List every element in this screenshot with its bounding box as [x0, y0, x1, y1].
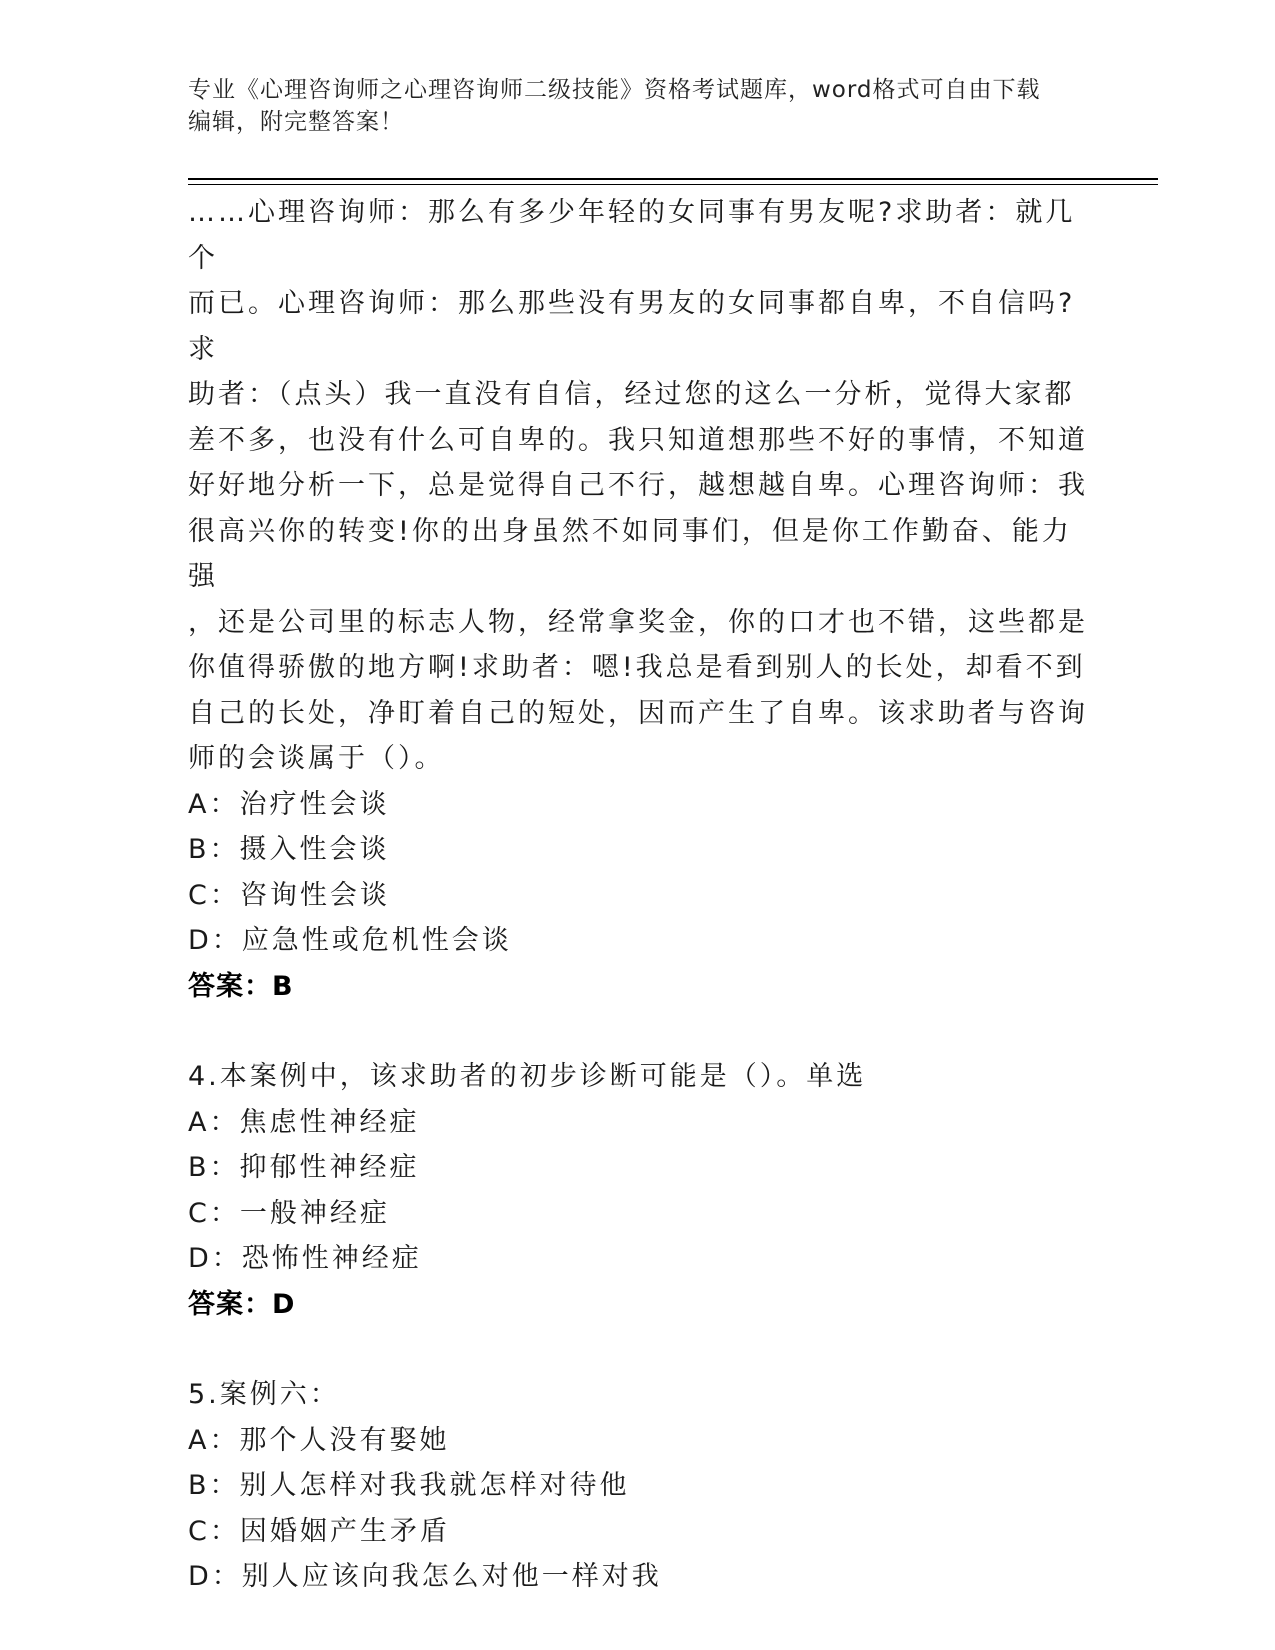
option-b: B：摄入性会谈 — [188, 834, 390, 865]
stem-line: 好好地分析一下，总是觉得自己不行，越想越自卑。心理咨询师：我 — [188, 470, 1088, 501]
question-5 — [188, 1372, 1088, 1600]
answer-line: 答案：B — [188, 970, 294, 1002]
stem-line: 你值得骄傲的地方啊!求助者：嗯!我总是看到别人的长处，却看不到 — [188, 652, 1086, 683]
answer-line: 答案：D — [188, 1288, 296, 1320]
stem-line: 而已。心理咨询师：那么那些没有男友的女同事都自卑，不自信吗?求 — [188, 288, 1076, 365]
option-d: D：别人应该向我怎么对他一样对我 — [188, 1561, 662, 1592]
header-line-1: 专业《心理咨询师之心理咨询师二级技能》资格考试题库，word格式可自由下载 — [188, 77, 1041, 103]
header-line-2: 编辑，附完整答案！ — [188, 109, 404, 135]
option-a: A：那个人没有娶她 — [188, 1424, 450, 1456]
option-d: D：应急性或危机性会谈 — [188, 925, 512, 956]
question-title: 4.本案例中，该求助者的初步诊断可能是（）。单选 — [188, 1061, 867, 1092]
stem-line: 差不多，也没有什么可自卑的。我只知道想那些不好的事情，不知道 — [188, 424, 1088, 456]
question-stem — [188, 190, 1088, 782]
document-header — [188, 74, 1068, 138]
stem-line: ，还是公司里的标志人物，经常拿奖金，你的口才也不错，这些都是 — [188, 606, 1088, 638]
option-c: C：咨询性会谈 — [188, 879, 390, 911]
spacer — [188, 1327, 1088, 1372]
question-4 — [188, 1054, 1088, 1327]
option-b: B：抑郁性神经症 — [188, 1152, 420, 1183]
stem-line: 自己的长处，净盯着自己的短处，因而产生了自卑。该求助者与咨询 — [188, 697, 1088, 729]
question-title: 5.案例六： — [188, 1379, 340, 1410]
stem-line: ……心理咨询师：那么有多少年轻的女同事有男友呢?求助者：就几个 — [188, 197, 1076, 274]
option-b: B：别人怎样对我我就怎样对待他 — [188, 1470, 630, 1501]
option-c: C：因婚姻产生矛盾 — [188, 1515, 450, 1547]
option-c: C：一般神经症 — [188, 1197, 390, 1229]
stem-line: 助者：（点头）我一直没有自信，经过您的这么一分析，觉得大家都 — [188, 379, 1075, 410]
option-a: A：治疗性会谈 — [188, 788, 390, 820]
option-a: A：焦虑性神经症 — [188, 1106, 420, 1138]
spacer — [188, 1009, 1088, 1054]
option-list — [188, 782, 1088, 964]
option-list — [188, 1100, 1088, 1282]
header-rule-thick — [188, 178, 1158, 180]
document-body — [188, 190, 1088, 1600]
option-d: D：恐怖性神经症 — [188, 1243, 422, 1274]
option-list — [188, 1418, 1088, 1600]
header-rule-thin — [188, 184, 1158, 185]
stem-line: 很高兴你的转变!你的出身虽然不如同事们，但是你工作勤奋、能力强 — [188, 515, 1072, 592]
question-3 — [188, 190, 1088, 1009]
stem-line: 师的会谈属于（）。 — [188, 743, 445, 774]
